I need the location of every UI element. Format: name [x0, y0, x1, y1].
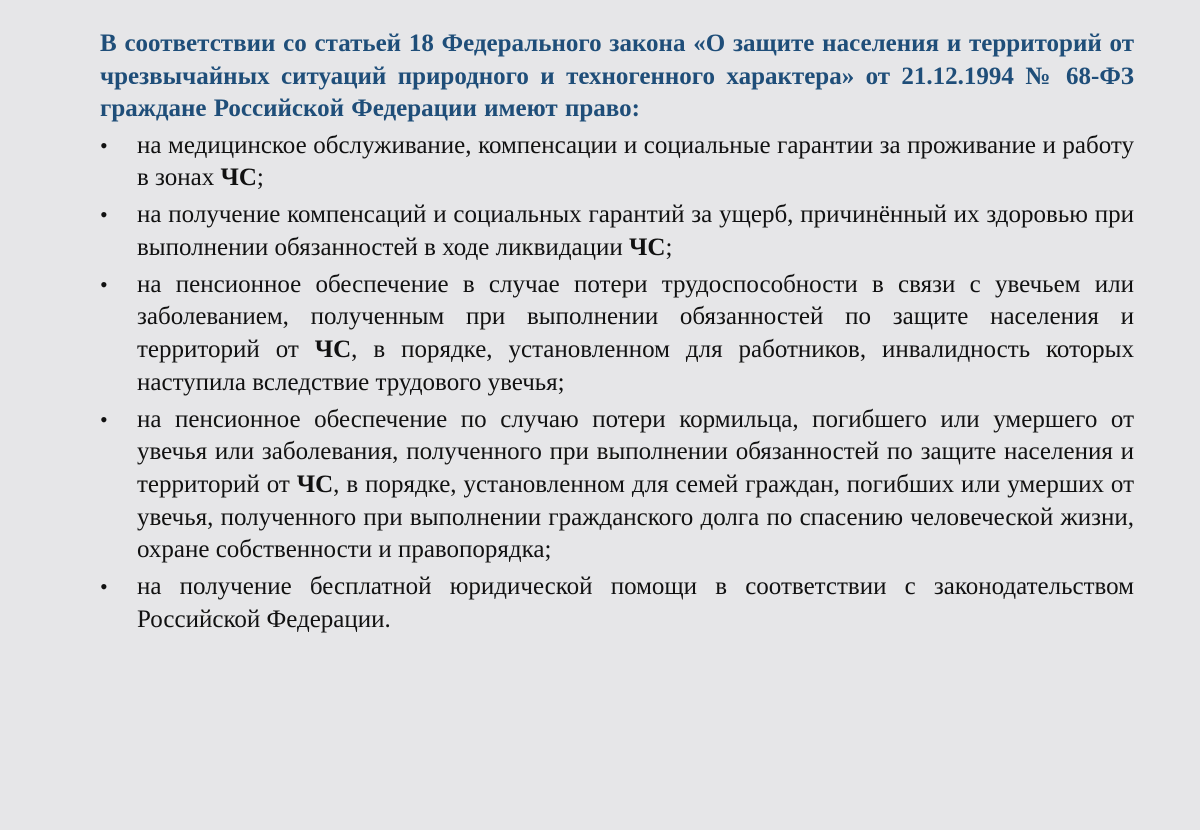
list-item-text-end: ; — [256, 164, 264, 192]
bullet-icon: • — [100, 271, 108, 297]
list-item — [100, 130, 1134, 195]
list-item-text-end: , в порядке, установленном для работников, инвалидность которых наступила вследствие трудового увечья; — [137, 336, 1134, 396]
list-item-emphasis: ЧС — [629, 233, 666, 261]
intro-paragraph: В соответствии со статьей 18 Федерального закона «О защите населения и территорий от чрезвычайных ситуаций природного и техногенного характера» от 21.12.1994 № 68-ФЗ граждане Российской Федерации имеют право: — [100, 30, 1134, 122]
list-item — [100, 199, 1134, 264]
bullet-icon: • — [100, 574, 108, 600]
slide-content — [100, 28, 1134, 641]
rights-list — [100, 130, 1134, 637]
list-item — [100, 269, 1134, 399]
list-item — [100, 404, 1134, 567]
list-item — [100, 571, 1134, 636]
list-item-emphasis: ЧС — [220, 164, 257, 192]
list-item-text: на пенсионное обеспечение в случае потери трудоспособности в связи с увечьем или заболеванием, полученным при выполнении обязанностей по защите населения и территорий от — [137, 270, 1134, 364]
list-item-emphasis: ЧС — [314, 336, 352, 364]
list-item-text: на получение бесплатной юридической помощи в соответствии с законодательством Российской Федерации. — [137, 573, 1134, 633]
list-item-emphasis: ЧС — [296, 470, 334, 498]
bullet-icon: • — [100, 406, 108, 432]
list-item-text: на медицинское обслуживание, компенсации и социальные гарантии за проживание и работу в зонах — [137, 131, 1134, 192]
list-item-text: на получение компенсаций и социальных гарантий за ущерб, причинённый их здоровью при выполнении обязанностей в ходе ликвидации — [137, 201, 1134, 261]
bullet-icon: • — [100, 202, 108, 228]
list-item-text: на пенсионное обеспечение по случаю потери кормильца, погибшего или умершего от увечья или заболевания, полученного при выполнении обязанностей по защите населения и территорий от — [137, 405, 1134, 498]
list-item-text-end: ; — [665, 233, 673, 261]
bullet-icon: • — [100, 132, 108, 158]
list-item-text-end: , в порядке, установленном для семей граждан, погибших или умерших от увечья, полученного при выполнении гражданского долга по спасению человеческой жизни, охране собственности и правопорядка; — [137, 470, 1134, 564]
